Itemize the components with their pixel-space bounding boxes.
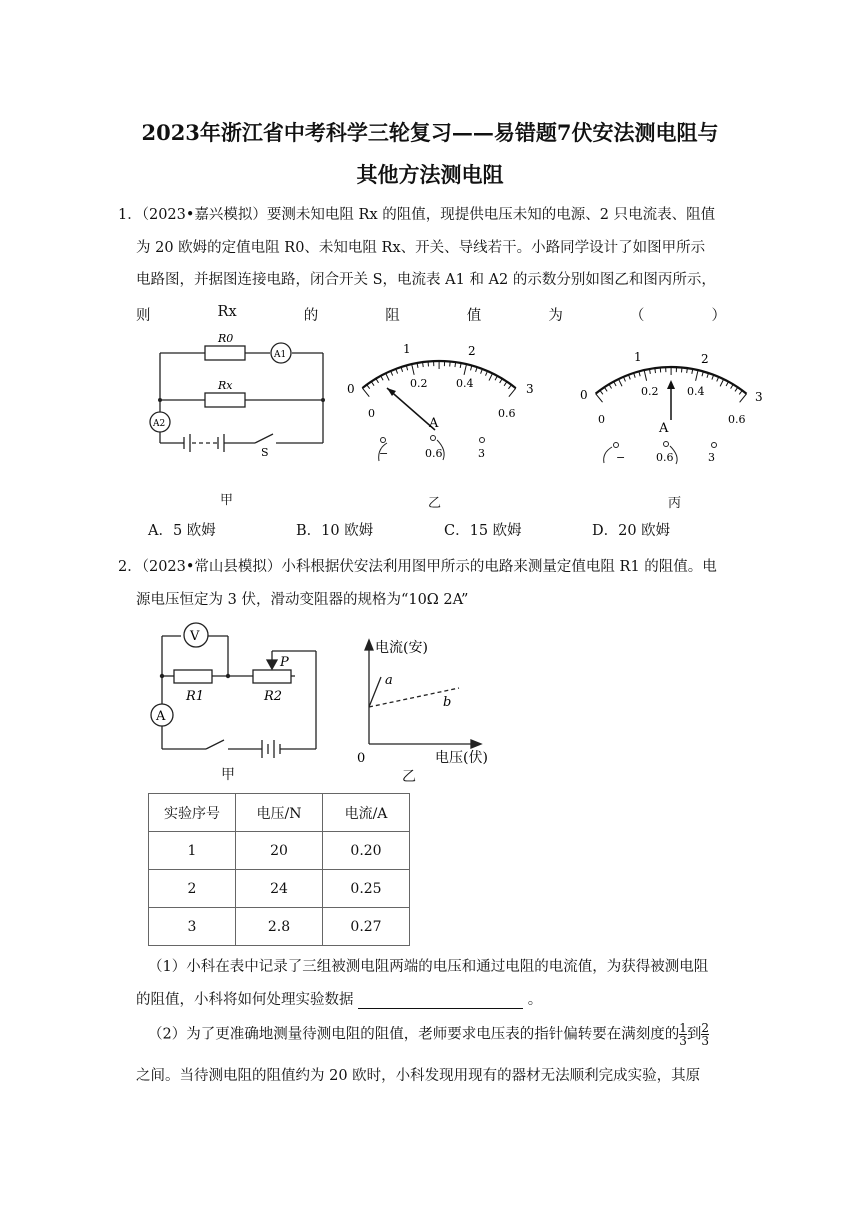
- doc-title-line1: 2023年浙江省中考科学三轮复习——易错题7伏安法测电阻与: [141, 120, 719, 145]
- fig-jia-label: 甲: [220, 493, 234, 508]
- meter-bottom-1: 0.2: [410, 377, 428, 390]
- frac-num: 2: [701, 1021, 710, 1035]
- meter-top-2: 2: [701, 352, 709, 366]
- meter-bottom-2: 0.4: [456, 377, 474, 390]
- q2-fig-yi-label: 乙: [402, 769, 416, 785]
- ammeter-label: A: [156, 709, 166, 724]
- meter-top-0: 0: [347, 382, 355, 396]
- table-header: 实验序号: [149, 794, 236, 832]
- meter-tick: [735, 387, 738, 391]
- terminal-06: 0.6: [425, 447, 443, 460]
- line-a: [369, 677, 381, 707]
- q2-line2: 源电压恒定为 3 伏，滑动变阻器的规格为“10Ω 2A”: [136, 592, 469, 608]
- meter-tick: [401, 367, 403, 372]
- r1-label: R1: [186, 689, 205, 704]
- meter-tick: [362, 388, 369, 397]
- q1-word: 值: [466, 308, 482, 324]
- a1-label: A1: [274, 350, 287, 360]
- a2-label: A2: [153, 419, 166, 429]
- meter-unit: A: [659, 421, 669, 436]
- slider-p-label: P: [280, 655, 289, 670]
- meter-tick: [396, 369, 398, 374]
- terminal-06: 0.6: [656, 451, 674, 464]
- meter-tick: [423, 362, 424, 367]
- q1-line4: [136, 304, 726, 325]
- q2-sub2-to: 到: [686, 1026, 702, 1043]
- meter-bottom-0: 0: [368, 407, 375, 420]
- r2-label: R2: [264, 689, 283, 704]
- meter-bottom-0: 0: [598, 413, 605, 426]
- table-row: [149, 870, 410, 908]
- table-row: [149, 832, 410, 870]
- meter-tick: [707, 373, 709, 378]
- q1-word: Rx: [217, 304, 237, 320]
- terminal-neg: −: [616, 451, 626, 464]
- r0-label: R0: [218, 332, 234, 345]
- table-cell: 2.8: [236, 908, 323, 946]
- option-c[interactable]: C．15 欧姆: [444, 523, 522, 539]
- fig-bing-label: 丙: [668, 496, 682, 511]
- meter-tick: [739, 390, 742, 394]
- meter-tick: [655, 368, 656, 373]
- q2-line1: 2．（2023•常山县模拟）小科根据伏安法利用图甲所示的电路来测量定值电阻 R1 的阻值。电: [118, 559, 717, 575]
- table-cell: 0.20: [323, 832, 410, 870]
- meter-top-3: 3: [755, 390, 763, 404]
- line-a-label: a: [385, 673, 393, 688]
- meter-bottom-1: 0.2: [641, 385, 659, 398]
- meter-tick: [376, 379, 379, 383]
- q1-word: ）: [711, 308, 726, 324]
- meter-tick: [702, 371, 703, 376]
- q2-sub1-end: 。: [527, 992, 543, 1008]
- graph-xlabel: 电压(伏): [435, 750, 488, 766]
- meter-tick: [486, 371, 488, 376]
- q1-word: 则: [136, 308, 151, 324]
- meter-tick: [712, 375, 714, 380]
- meter-bottom-3: 0.6: [728, 413, 746, 426]
- doc-title-line2: 其他方法测电阻: [356, 162, 504, 187]
- data-table: [148, 793, 410, 946]
- table-cell: 0.27: [323, 908, 410, 946]
- fraction-one-third: [679, 1022, 687, 1047]
- fraction-two-thirds: [701, 1022, 709, 1047]
- meter-tick: [639, 371, 640, 376]
- meter-tick: [391, 371, 393, 376]
- ammeter-bing: [570, 335, 785, 465]
- meter-tick: [504, 382, 507, 386]
- meter-tick: [623, 377, 625, 382]
- table-header-row: [149, 794, 410, 832]
- q1-line2: 为 20 欧姆的定值电阻 R0、未知电阻 Rx、开关、导线若干。小路同学设计了如图甲所示: [136, 240, 706, 256]
- meter-tick: [406, 365, 407, 370]
- meter-bottom-2: 0.4: [687, 385, 705, 398]
- meter-top-1: 1: [634, 350, 642, 364]
- meter-tick: [464, 364, 466, 375]
- meter-tick: [629, 375, 631, 380]
- table-cell: 1: [149, 832, 236, 870]
- q1-circuit-diagram: [140, 330, 340, 460]
- meter-top-2: 2: [468, 344, 476, 358]
- frac-den: 3: [679, 1034, 687, 1048]
- option-d[interactable]: D．20 欧姆: [592, 523, 671, 539]
- meter-tick: [687, 368, 688, 373]
- meter-tick: [644, 370, 646, 381]
- line-b-label: b: [443, 695, 452, 710]
- meter-tick: [489, 373, 493, 380]
- meter-tick: [381, 376, 383, 380]
- meter-tick: [600, 390, 603, 394]
- voltmeter-label: V: [190, 629, 200, 644]
- frac-den: 3: [701, 1034, 710, 1048]
- meter-tick: [740, 394, 747, 403]
- meter-top-0: 0: [580, 388, 588, 402]
- q2-sub2-text: （2）为了更准确地测量待测电阻的阻值，老师要求电压表的指针偏转要在满刻度的: [148, 1026, 680, 1043]
- frac-num: 1: [679, 1021, 687, 1035]
- q1-word: 的: [303, 308, 319, 324]
- terminal-3: 3: [478, 447, 485, 460]
- meter-tick: [476, 367, 478, 372]
- table-row: [149, 908, 410, 946]
- meter-tick: [471, 366, 472, 371]
- meter-tick: [720, 379, 724, 386]
- graph-ylabel: 电流(安): [375, 640, 428, 656]
- table-cell: 24: [236, 870, 323, 908]
- meter-tick: [614, 382, 616, 386]
- q1-word: 为: [548, 308, 563, 324]
- meter-tick: [386, 373, 389, 380]
- rx-label: Rx: [218, 379, 233, 392]
- table-header: 电压/N: [236, 794, 323, 832]
- q2-sub1-line2: [136, 988, 542, 1009]
- answer-blank[interactable]: [358, 994, 523, 1009]
- meter-top-3: 3: [526, 382, 534, 396]
- meter-tick: [367, 385, 370, 389]
- meter-tick: [500, 379, 503, 383]
- q2-sub2-line1: [148, 1022, 709, 1047]
- meter-scale: [362, 361, 515, 397]
- table-cell: 0.25: [323, 870, 410, 908]
- meter-tick: [455, 362, 456, 367]
- q1-line1: 1．（2023•嘉兴模拟）要测未知电阻 Rx 的阻值，现提供电压未知的电源、2 只电流表、阻值: [118, 207, 716, 223]
- meter-tick: [731, 384, 734, 388]
- q2-sub2-line2: 之间。当待测电阻的阻值约为 20 欧时，小科发现用现有的器材无法顺利完成实验，其原: [136, 1068, 701, 1084]
- q2-sub1-text: 的阻值，小科将如何处理实验数据: [136, 992, 354, 1008]
- meter-tick: [412, 364, 414, 375]
- switch-label: S: [261, 446, 269, 459]
- meter-tick: [596, 394, 603, 403]
- meter-top-1: 1: [403, 342, 411, 356]
- meter-unit: A: [429, 416, 439, 431]
- meter-tick: [495, 376, 497, 380]
- fig-yi-label: 乙: [428, 496, 442, 511]
- meter-tick: [609, 384, 612, 388]
- meter-tick: [604, 387, 607, 391]
- q1-word: （: [629, 308, 645, 324]
- option-a[interactable]: A．5 欧姆: [148, 523, 216, 539]
- table-cell: 3: [149, 908, 236, 946]
- meter-tick: [481, 369, 483, 374]
- needle: [387, 388, 435, 430]
- graph-origin: 0: [357, 751, 366, 766]
- option-b[interactable]: B．10 欧姆: [296, 523, 374, 539]
- q2-iv-graph: [345, 632, 520, 767]
- meter-tick: [371, 382, 374, 386]
- meter-tick: [634, 373, 636, 378]
- q1-line3: 电路图，并据图连接电路，闭合开关 S，电流表 A1 和 A2 的示数分别如图乙和图丙所示，: [136, 272, 716, 288]
- terminal-3: 3: [708, 451, 715, 464]
- q1-word: 阻: [385, 308, 400, 324]
- meter-tick: [509, 388, 516, 397]
- meter-tick: [508, 385, 511, 389]
- table-header: 电流/A: [323, 794, 410, 832]
- terminal-neg: −: [379, 447, 389, 460]
- q2-circuit-diagram: [140, 618, 340, 763]
- meter-tick: [717, 377, 719, 382]
- q2-sub1-line1: （1）小科在表中记录了三组被测电阻两端的电压和通过电阻的电流值，为获得被测电阻: [148, 959, 709, 975]
- table-cell: 2: [149, 870, 236, 908]
- meter-tick: [726, 382, 728, 386]
- meter-tick: [619, 379, 622, 386]
- table-cell: 20: [236, 832, 323, 870]
- meter-tick: [696, 370, 698, 381]
- meter-bottom-3: 0.6: [498, 407, 516, 420]
- ammeter-yi: [335, 335, 550, 465]
- q2-fig-jia-label: 甲: [221, 767, 235, 783]
